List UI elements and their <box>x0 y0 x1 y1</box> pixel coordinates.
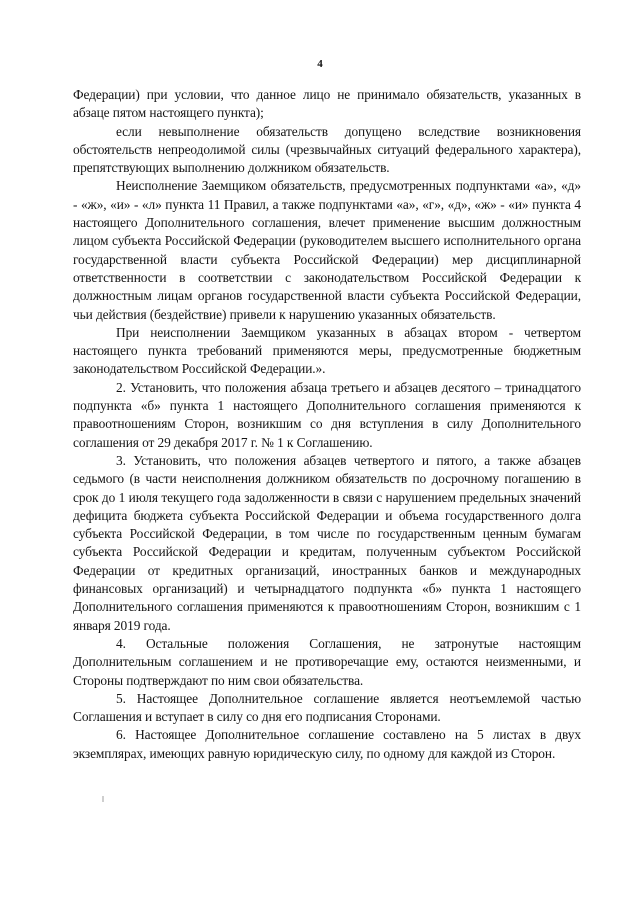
clause-6: 6. Настоящее Дополнительное соглашение составлено на 5 листах в двух экземплярах, имеющих равную юридическую силу, по одному для каждой из Сторон. <box>73 727 581 761</box>
clause-5: 5. Настоящее Дополнительное соглашение является неотъемлемой частью Соглашения и вступает в силу со дня его подписания Сторонами. <box>73 690 581 725</box>
clause-2: 2. Установить, что положения абзаца третьего и абзацев десятого – тринадцатого подпункта «б» пункта 1 настоящего Дополнительного соглашения применяются к правоотношениям Сторон, возникшим со дня вступления в силу Дополнительного соглашения от 29 декабря 2017 г. № 1 к Соглашению. <box>73 379 581 450</box>
paragraph-measures: При неисполнении Заемщиком указанных в абзацах втором - четвертом настоящего пункта требований применяются меры, предусмотренные бюджетным законодательством Российской Федерации.». <box>73 324 581 377</box>
paragraph-nonperformance: Неисполнение Заемщиком обязательств, предусмотренных подпунктами «а», «д» - «ж», «и» - «л» пункта 11 Правил, а также подпунктами «а», «г», «д», «ж» - «и» пункта 4 настоящего Дополнительного соглашения, влечет применение высшим должностным лицом субъекта Российской Федерации (руководителем высшего исполнительного органа государственной власти субъекта Российской Федерации) мер дисциплинарной ответственности в соответствии с законодательством Российской Федерации к должностным лицам органов государственной власти субъекта Российской Федерации, чьи действия (бездействие) привели к нарушению указанных обязательств. <box>73 178 581 322</box>
clause-4: 4. Остальные положения Соглашения, не затронутые настоящим Дополнительным соглашением и не противоречащие ему, остаются неизменными, и Стороны подтверждают по ним свои обязательства. <box>73 635 581 688</box>
paragraph-force-majeure: если невыполнение обязательств допущено вследствие возникновения обстоятельств непреодолимой силы (чрезвычайных ситуаций федерального характера), препятствующих выполнению должником обязательств. <box>73 123 581 176</box>
scan-mark <box>102 796 104 802</box>
paragraph-continuation: Федерации) при условии, что данное лицо не принимало обязательств, указанных в абзаце пятом настоящего пункта); <box>73 87 581 121</box>
clause-3: 3. Установить, что положения абзацев четвертого и пятого, а также абзацев седьмого (в части неисполнения должником обязательств по досрочному погашению в срок до 1 июля текущего года задолженности в связи с нарушением предельных значений дефицита бюджета субъекта Российской Федерации и объема государственного долга субъекта Российской Федерации, в том числе по государственным ценным бумагам субъекта Российской Федерации и кредитам, полученным субъектом Российской Федерации от кредитных организаций, иностранных банков и международных финансовых организаций) и четырнадцатого подпункта «б» пункта 1 настоящего Дополнительного соглашения применяются к правоотношениям Сторон, возникшим с 1 января 2019 года. <box>73 452 581 633</box>
page-number: 4 <box>317 58 323 70</box>
document-body <box>73 86 581 763</box>
